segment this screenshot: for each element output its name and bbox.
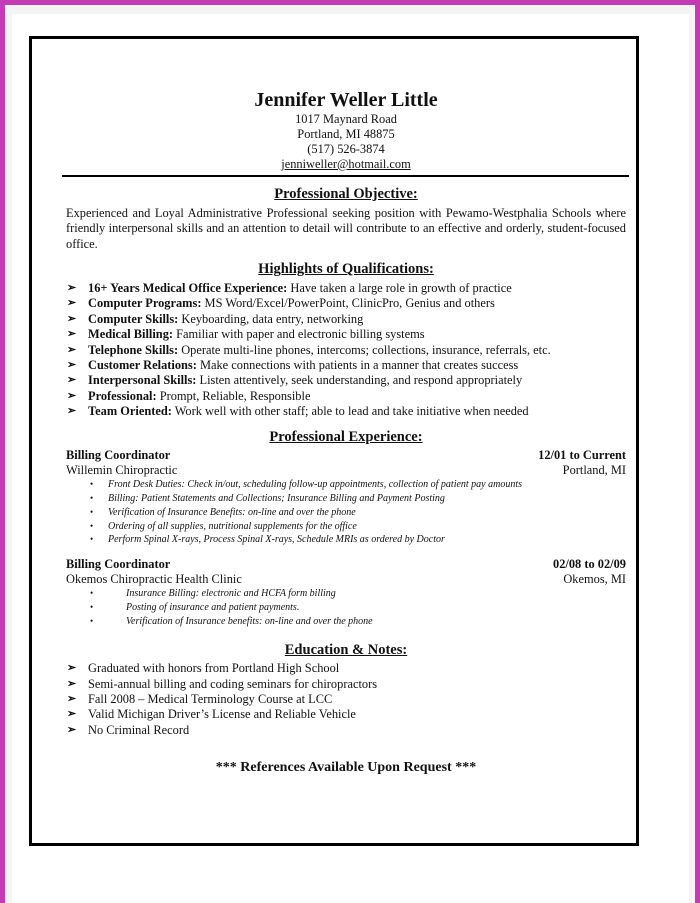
education-heading: Education & Notes: [284,641,408,658]
objective-heading: Professional Objective: [274,186,418,202]
arrow-bullet-icon: ➢ [67,359,77,371]
highlight-item [66,389,626,404]
highlight-item [66,296,626,311]
bullet-dot-icon: • [90,588,94,599]
job-entry [66,557,626,628]
highlight-text: Keyboarding, data entry, networking [178,311,364,326]
highlight-item [66,343,626,358]
arrow-bullet-icon: ➢ [67,662,77,675]
candidate-name: Jennifer Weller Little [254,89,438,111]
duty-text: Insurance Billing: electronic and HCFA form billing [126,588,336,600]
education-text: Fall 2008 – Medical Terminology Course at LCC [88,692,333,706]
phone-number: (517) 526-3874 [307,142,385,156]
highlight-text: Work well with other staff; able to lead and take initiative when needed [171,404,529,419]
arrow-bullet-icon: ➢ [67,328,77,341]
highlight-label: Computer Programs: [88,296,202,311]
job-subheader [66,572,626,587]
highlight-text: Prompt, Reliable, Responsible [156,388,311,403]
header-divider [62,175,629,177]
duty-item [90,520,626,534]
arrow-bullet-icon: ➢ [67,297,77,310]
bullet-dot-icon: • [90,506,94,517]
duty-item [90,601,626,615]
job-location: Portland, MI [562,463,626,478]
arrow-bullet-icon: ➢ [67,374,77,387]
highlights-heading: Highlights of Qualifications: [258,261,434,278]
job-employer: Willemin Chiropractic [66,463,178,478]
arrow-bullet-icon: ➢ [67,693,77,705]
duty-text: Perform Spinal X-rays, Process Spinal X-rays, Schedule MRIs as ordered by Doctor [108,534,445,546]
duty-text: Verification of Insurance benefits: on-line and over the phone [126,615,373,627]
duty-item [90,506,626,520]
education-item [66,661,626,676]
highlight-label: Customer Relations: [88,358,197,372]
highlight-label: Team Oriented: [88,404,172,419]
arrow-bullet-icon: ➢ [67,677,77,690]
education-text: Semi-annual billing and coding seminars for chiropractors [88,676,378,691]
experience-heading: Professional Experience: [269,428,423,445]
arrow-bullet-icon: ➢ [67,281,77,294]
job-dates: 12/01 to Current [538,448,626,463]
duty-text: Front Desk Duties: Check in/out, scheduling follow-up appointments, collection of patient pay amounts [108,479,523,491]
education-list [66,661,626,738]
highlights-list [66,281,626,420]
bullet-dot-icon: • [90,615,94,626]
experience-list [66,448,626,628]
job-header [66,557,626,572]
duty-item [90,478,626,492]
highlight-label: 16+ Years Medical Office Experience: [88,280,288,295]
arrow-bullet-icon: ➢ [67,405,77,418]
highlight-text: Operate multi-line phones, intercoms; collections, insurance, referrals, etc. [178,342,551,357]
address-line-2: Portland, MI 48875 [297,127,395,141]
duty-item [90,533,626,547]
education-item [66,707,626,722]
education-text: Valid Michigan Driver’s License and Reliable Vehicle [88,707,356,722]
address-line-1: 1017 Maynard Road [295,112,397,126]
highlight-text: MS Word/Excel/PowerPoint, ClinicPro, Genius and others [201,296,495,311]
job-role: Billing Coordinator [66,557,171,572]
arrow-bullet-icon: ➢ [67,343,77,356]
highlight-label: Medical Billing: [88,327,174,342]
duty-text: Posting of insurance and patient payments. [126,602,300,613]
job-employer: Okemos Chiropractic Health Clinic [66,572,242,587]
job-duties [66,587,626,628]
email-link[interactable]: jenniweller@hotmail.com [281,157,411,171]
job-entry [66,448,626,547]
bullet-dot-icon: • [90,479,94,490]
arrow-bullet-icon: ➢ [67,708,77,721]
highlight-item [66,312,626,327]
job-location: Okemos, MI [563,572,626,587]
arrow-bullet-icon: ➢ [67,723,77,736]
duty-text: Ordering of all supplies, nutritional supplements for the office [108,520,357,532]
education-item [66,692,626,707]
bullet-dot-icon: • [90,493,94,504]
highlight-item [66,281,626,296]
highlight-label: Professional: [88,388,157,403]
education-text: No Criminal Record [88,722,190,737]
education-text: Graduated with honors from Portland High School [88,661,340,676]
highlight-item [66,358,626,373]
arrow-bullet-icon: ➢ [67,312,77,325]
duty-item [90,615,626,629]
highlight-item [66,327,626,342]
duty-item [90,587,626,601]
highlight-label: Interpersonal Skills: [88,373,197,388]
highlight-text: Make connections with patients in a manner that creates success [196,358,519,372]
objective-text: Experienced and Loyal Administrative Professional seeking position with Pewamo-Westphalia Schools where friendly interpersonal skills and an attention to detail will contribute to an effective and orderly, student-focused office. [66,205,626,251]
duty-text: Billing: Patient Statements and Collections; Insurance Billing and Payment Posting [108,493,445,505]
bullet-dot-icon: • [90,534,94,545]
highlight-label: Computer Skills: [88,311,179,326]
highlight-text: Familiar with paper and electronic billing systems [173,327,425,342]
job-role: Billing Coordinator [66,448,171,463]
job-duties [66,478,626,547]
education-item [66,677,626,692]
job-header [66,448,626,463]
arrow-bullet-icon: ➢ [67,389,77,402]
job-subheader [66,463,626,478]
highlight-text: Have taken a large role in growth of practice [287,280,512,295]
duty-text: Verification of Insurance Benefits: on-line and over the phone [108,506,356,518]
education-item [66,723,626,738]
bullet-dot-icon: • [90,602,94,612]
highlight-item [66,373,626,388]
highlight-text: Listen attentively, seek understanding, and respond appropriately [196,373,523,388]
highlight-label: Telephone Skills: [88,342,179,357]
job-dates: 02/08 to 02/09 [553,557,626,572]
resume-content [66,88,626,776]
references-note: *** References Available Upon Request *** [215,760,477,776]
duty-item [90,492,626,506]
bullet-dot-icon: • [90,520,94,531]
highlight-item [66,404,626,419]
